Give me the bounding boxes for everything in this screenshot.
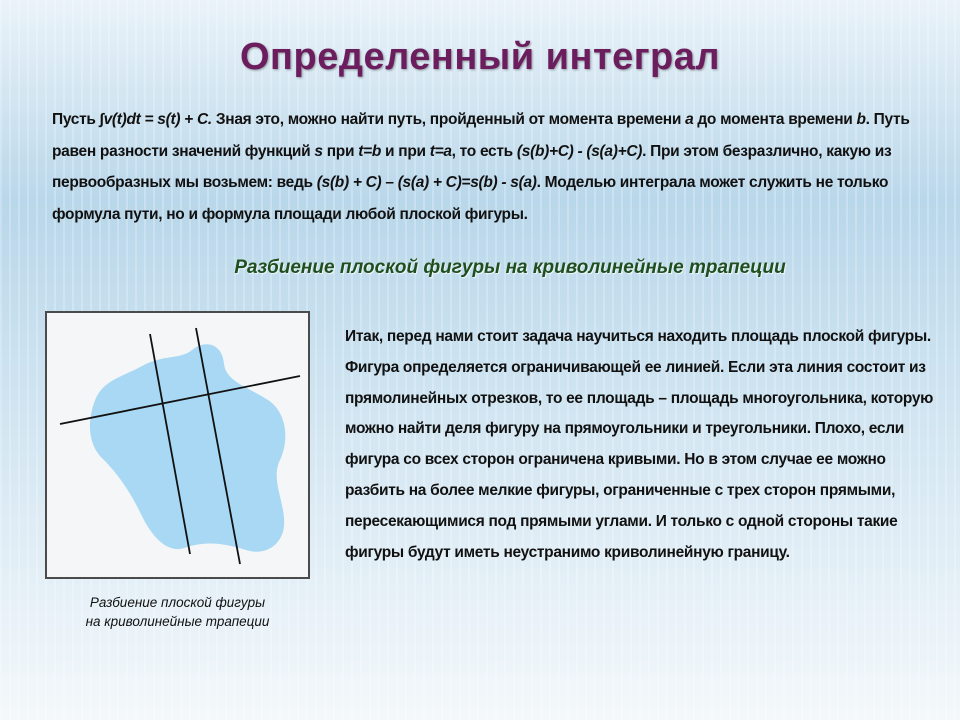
blob-shape [90,344,285,551]
var-a: a [685,111,694,128]
var-s: s [314,142,323,160]
intro-text-7: , то есть [451,142,517,160]
caption-line-2: на криволинейные трапеции [85,614,270,629]
figure-frame [45,311,310,579]
intro-text-4: . Путь равен разности значений функций [52,111,910,160]
intro-text-9: . Моделью интеграла может служить не только формула пути, но и формула площади любой плоской фигуры. [52,174,889,223]
formula-difference: (s(b)+C) - (s(a)+C) [516,142,643,160]
body-paragraph: Итак, перед нами стоит задача научиться находить площадь плоской фигуры. Фигура определяется ограничивающей ее линией. Если эта линия состоит из прямолинейных отрезков, то ее площадь – площадь многоугольника, которую можно найти деля фигуру на прямоугольники и треугольники. Плохо, если фигура со всех сторон ограничена кривыми. Но в этом случае ее можно разбить на более мелкие фигуры, ограниченные с трех сторон прямыми, пересекающимися под прямыми углами. И только с одной стороны такие фигуры будут иметь неустранимо криволинейную границу. [345,328,934,561]
intro-text-8: . При этом безразлично, какую из первообразных мы возьмем: ведь [52,142,892,191]
slide-title: Определенный интеграл [239,36,721,78]
figure-caption [45,593,310,631]
intro-text-5: при [322,142,359,160]
intro-text-3: до момента времени [693,111,857,128]
formula-t-a: t=a [429,142,452,160]
caption-line-1: Разбиение плоской фигуры [89,595,266,610]
intro-paragraph [52,104,932,230]
var-b: b [856,111,866,128]
intro-text-1: Пусть [52,111,100,128]
formula-difference-simplified: (s(b) + C) – (s(a) + C)=s(b) - s(a) [316,174,537,191]
formula-t-b: t=b [358,142,382,160]
formula-antiderivative: ∫v(t)dt = s(t) + C. [99,111,212,128]
section-subtitle: Разбиение плоской фигуры на криволинейные трапеции [234,257,786,278]
figure-illustration [54,320,301,570]
intro-text-6: и при [381,142,430,160]
intro-text-2: Зная это, можно найти путь, пройденный от момента времени [211,111,686,128]
